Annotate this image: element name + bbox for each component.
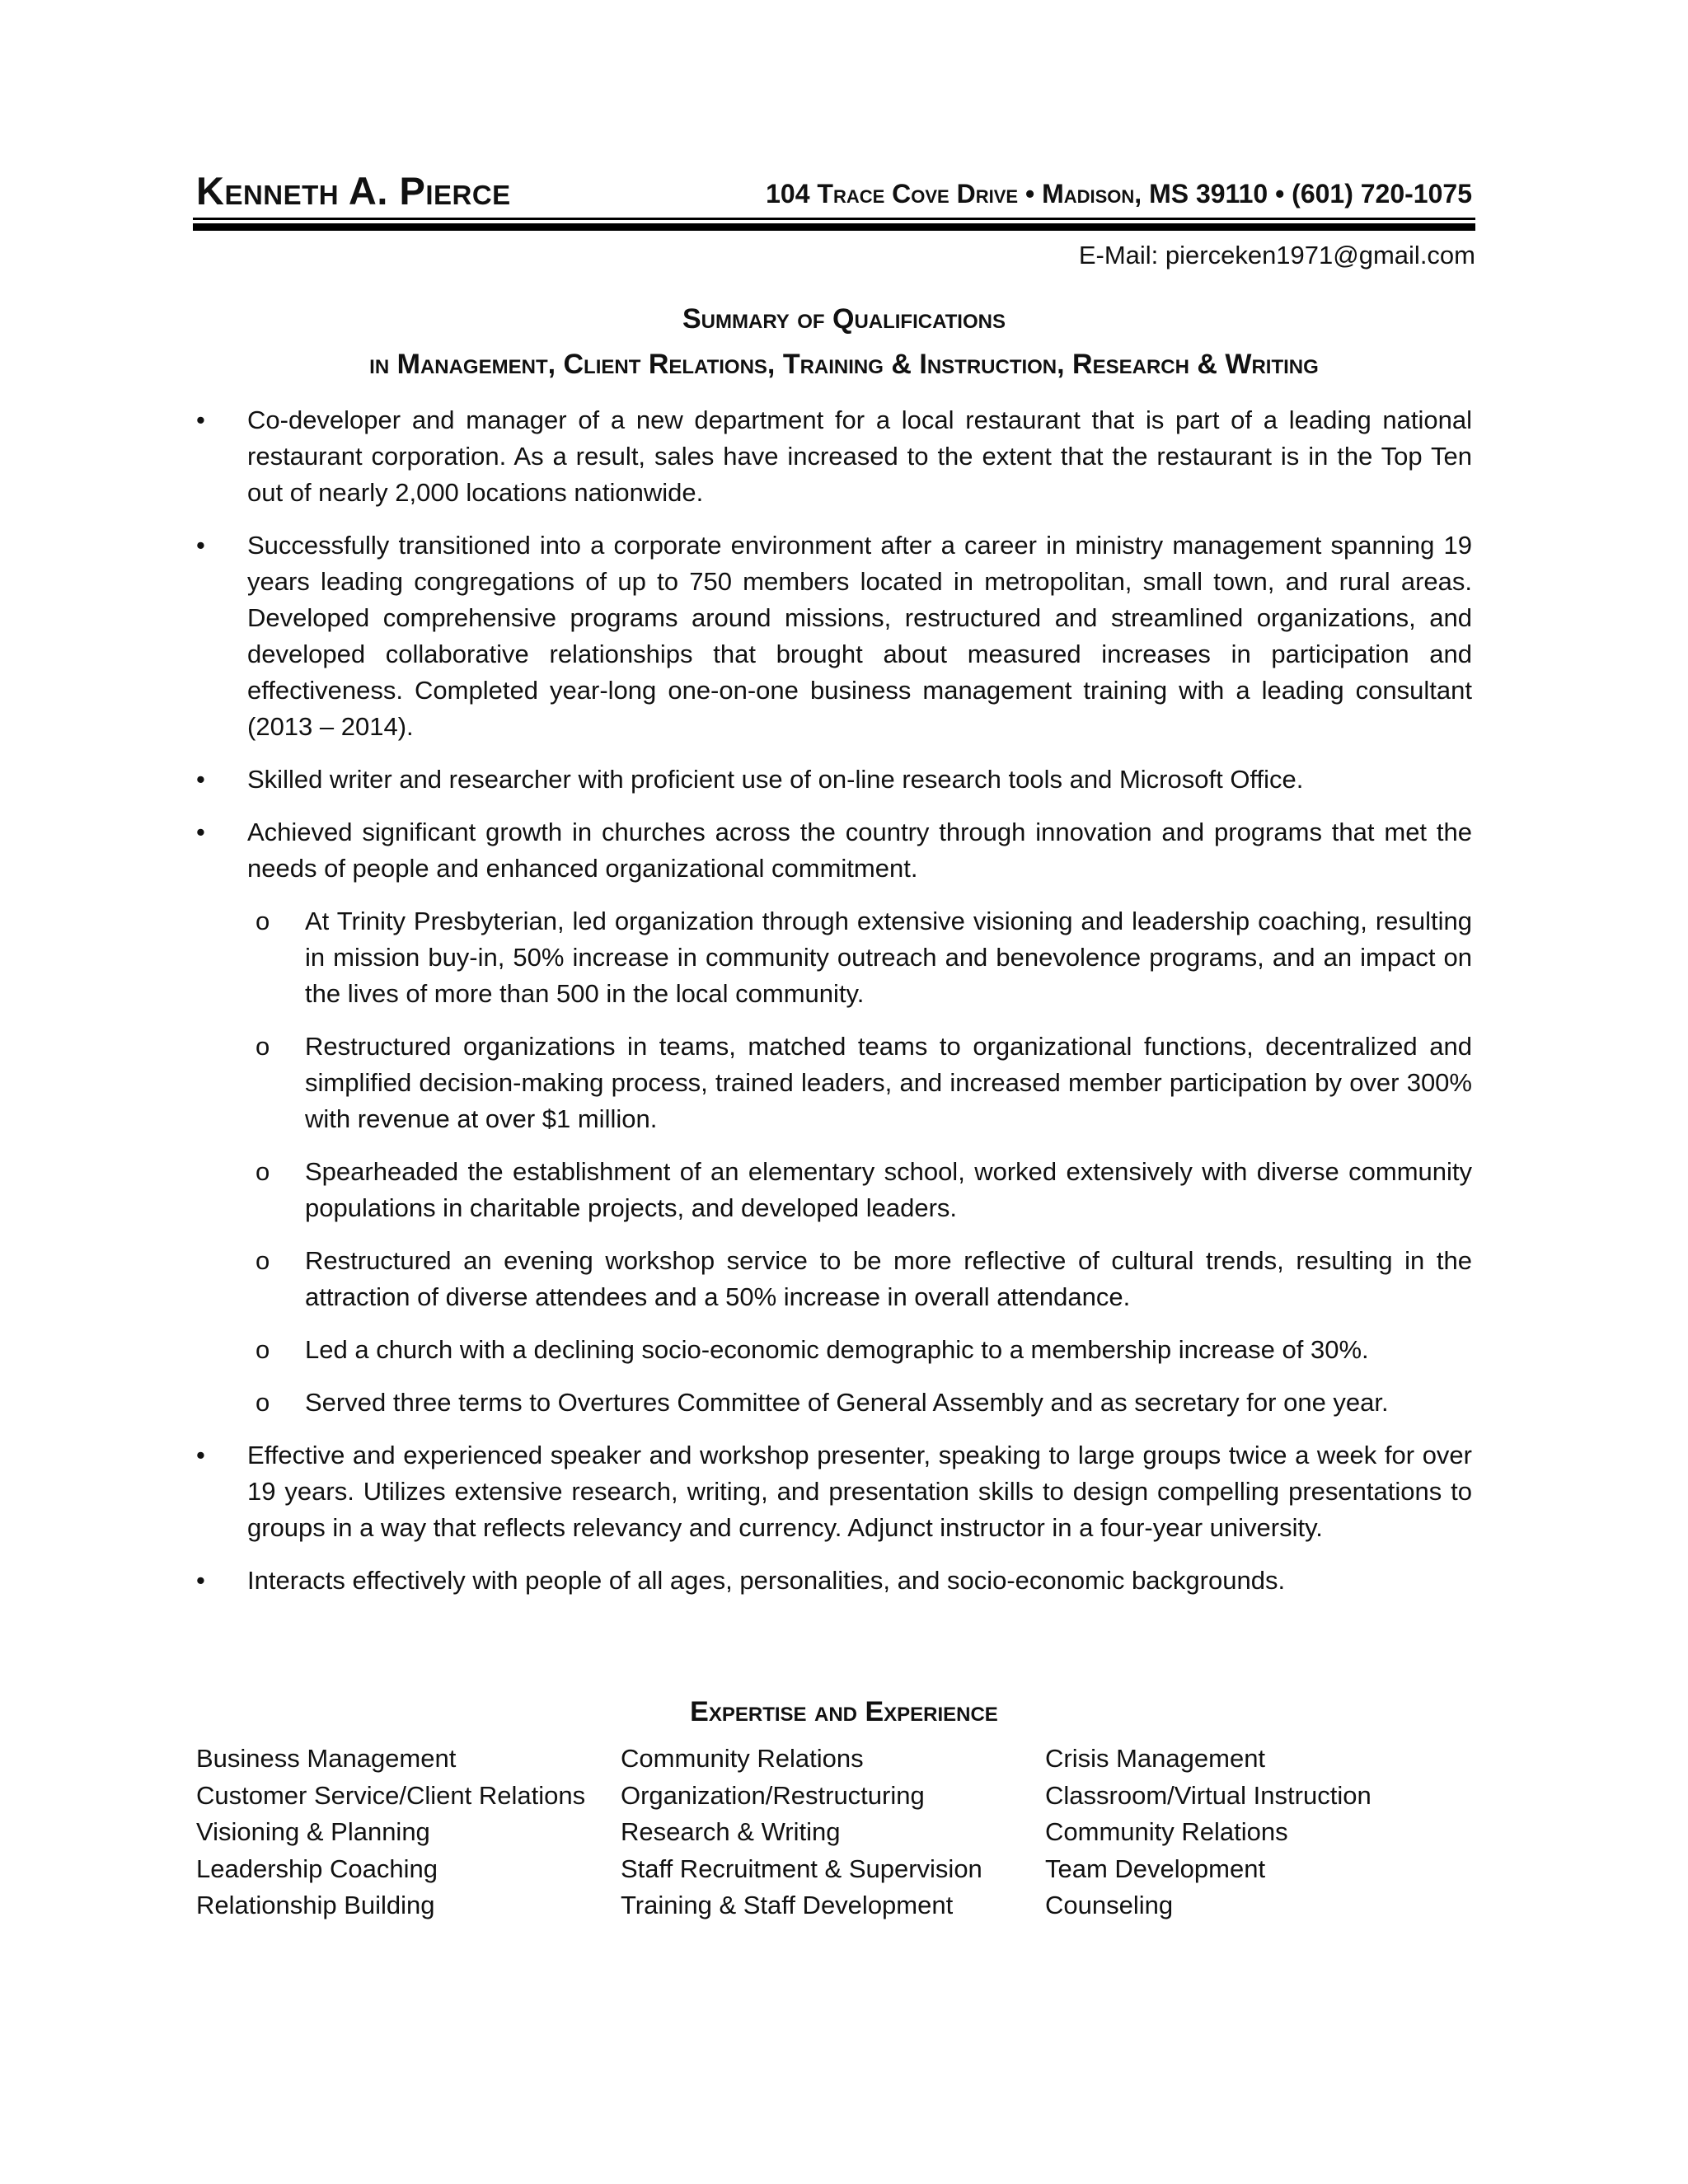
summary-bullet-text: Effective and experienced speaker and workshop presenter, speaking to large groups twice a week for over 19 years. Utilizes extensive research, writing, and presentation skills to design compelling presentations to groups in a way that reflects relevancy and currency. Adjunct instructor in a four-year university. [247,1441,1472,1542]
header-rule-thick [193,223,1475,231]
summary-bullet [196,1437,1472,1546]
sub-bullet-icon: o [256,907,270,935]
expertise-column-1 [196,1741,585,1924]
expertise-item: Community Relations [1045,1817,1288,1846]
sub-bullet-text: Led a church with a declining socio-economic demographic to a membership increase of 30%. [305,1335,1369,1364]
expertise-item: Classroom/Virtual Instruction [1045,1780,1372,1810]
summary-subtitle: in Management, Client Relations, Training & Instruction, Research & Writing [369,349,1319,380]
sub-bullet-icon: o [256,1032,270,1061]
bullet-icon: • [196,531,205,560]
expertise-column-2 [621,1741,982,1924]
expertise-item: Business Management [196,1744,457,1773]
summary-bullet [196,762,1472,798]
summary-bullet [196,1563,1472,1599]
expertise-title: Expertise and Experience [690,1696,998,1727]
bullet-icon: • [196,1441,205,1469]
expertise-item: Research & Writing [621,1817,841,1846]
summary-bullet [196,527,1472,745]
expertise-item: Team Development [1045,1854,1266,1883]
bullet-icon: • [196,818,205,846]
sub-bullet-icon: o [256,1157,270,1186]
sub-bullet-icon: o [256,1246,270,1275]
bullet-icon: • [196,765,205,794]
bullet-icon: • [196,405,205,434]
summary-bullet-text: Achieved significant growth in churches across the country through innovation and programs that met the needs of people and enhanced organizational commitment. [247,818,1472,883]
sub-bullet-text: At Trinity Presbyterian, led organization through extensive visioning and leadership coaching, resulting in mission buy-in, 50% increase in community outreach and benevolence programs, and an impact on the lives of more than 500 in the local community. [305,907,1472,1008]
expertise-item: Visioning & Planning [196,1817,430,1846]
expertise-item: Relationship Building [196,1891,435,1919]
sub-bullet-text: Restructured organizations in teams, matched teams to organizational functions, decentralized and simplified decision-making process, trained leaders, and increased member participation by over 300% with revenue at over $1 million. [305,1032,1472,1133]
expertise-item: Crisis Management [1045,1744,1266,1773]
summary-bullet [196,814,1472,887]
sub-bullet-icon: o [256,1335,270,1364]
summary-sub-bullet [196,1385,1472,1421]
expertise-item: Counseling [1045,1891,1174,1919]
candidate-name: Kenneth A. Pierce [196,169,511,213]
summary-bullet-text: Skilled writer and researcher with proficient use of on-line research tools and Microsoft Office. [247,765,1304,794]
contact-address-phone: 104 Trace Cove Drive • Madison, MS 39110 • (601) 720-1075 [766,179,1472,209]
summary-sub-bullet [196,1332,1472,1368]
summary-sub-bullet [196,1243,1472,1315]
expertise-item: Customer Service/Client Relations [196,1780,586,1810]
summary-title: Summary of Qualifications [682,303,1006,335]
expertise-item: Staff Recruitment & Supervision [621,1854,982,1883]
resume-header [196,168,1472,213]
header-rule-thin [193,218,1475,220]
summary-sub-bullet [196,1154,1472,1226]
summary-bullet-text: Interacts effectively with people of all ages, personalities, and socio-economic backgrounds. [247,1566,1286,1595]
expertise-item: Training & Staff Development [621,1891,954,1919]
summary-bullet [196,402,1472,511]
summary-list [196,402,1472,1615]
bullet-icon: • [196,1566,205,1595]
summary-sub-bullet [196,1029,1472,1137]
sub-bullet-text: Restructured an evening workshop service to be more reflective of cultural trends, resulting in the attraction of diverse attendees and a 50% increase in overall attendance. [305,1246,1472,1311]
sub-bullet-text: Served three terms to Overtures Committee of General Assembly and as secretary for one year. [305,1388,1389,1417]
summary-sub-bullet [196,903,1472,1012]
sub-bullet-icon: o [256,1388,270,1417]
sub-bullet-text: Spearheaded the establishment of an elementary school, worked extensively with diverse community populations in charitable projects, and developed leaders. [305,1157,1472,1222]
expertise-item: Community Relations [621,1744,864,1773]
contact-email: E-Mail: pierceken1971@gmail.com [1078,241,1475,269]
summary-bullet-text: Co-developer and manager of a new department for a local restaurant that is part of a leading national restaurant corporation. As a result, sales have increased to the extent that the restaurant is in the Top Ten out of nearly 2,000 locations nationwide. [247,405,1472,507]
expertise-column-3 [1045,1741,1372,1924]
expertise-item: Leadership Coaching [196,1854,438,1883]
summary-bullet-text: Successfully transitioned into a corporate environment after a career in ministry management spanning 19 years leading congregations of up to 750 members located in metropolitan, small town, and rural areas. Developed comprehensive programs around missions, restructured and streamlined organizations, and developed collaborative relationships that brought about measured increases in participation and effectiveness. Completed year-long one-on-one business management training with a leading consultant (2013 – 2014). [247,531,1472,741]
expertise-item: Organization/Restructuring [621,1780,925,1810]
